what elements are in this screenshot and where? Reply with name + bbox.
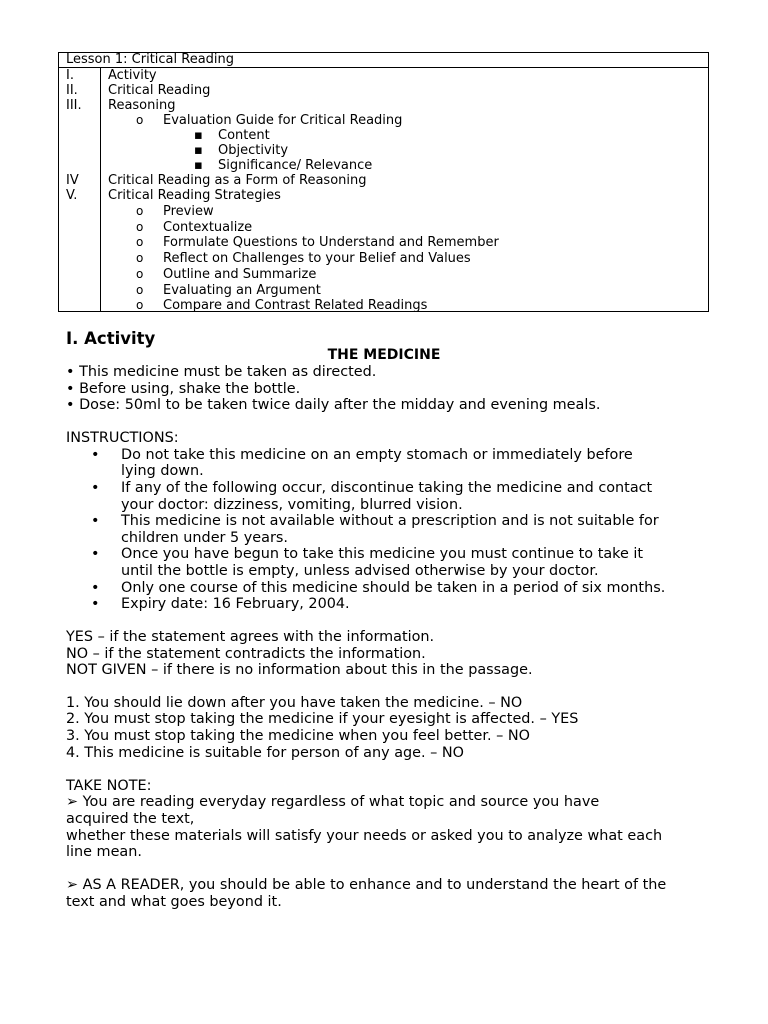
bullet-icon: •	[91, 513, 100, 529]
instruction-item: Do not take this medicine on an empty stomach or immediately before	[121, 447, 633, 463]
circle-bullet-icon: o	[136, 298, 144, 312]
note-line: ➢ You are reading everyday regardless of what topic and source you have	[66, 794, 600, 810]
numeral-3: III.	[66, 98, 82, 113]
square-bullet-icon: ▪	[194, 143, 203, 158]
outline-subitem: Compare and Contrast Related Readings	[163, 298, 428, 313]
square-bullet-icon: ▪	[194, 158, 203, 173]
take-note-label: TAKE NOTE:	[66, 778, 152, 794]
answer-line: 4. This medicine is suitable for person of any age. – NO	[66, 745, 465, 761]
legend-line: YES – if the statement agrees with the information.	[66, 629, 435, 645]
instruction-item: This medicine is not available without a prescription and is not suitable for	[121, 513, 659, 529]
outline-subitem: Reflect on Challenges to your Belief and Values	[163, 251, 471, 266]
note-line: whether these materials will satisfy your needs or asked you to analyze what each	[66, 828, 663, 844]
outline-item: Reasoning	[108, 98, 176, 113]
numeral-2: II.	[66, 83, 78, 98]
outline-subitem: Outline and Summarize	[163, 267, 317, 282]
circle-bullet-icon: o	[136, 267, 144, 281]
circle-bullet-icon: o	[136, 204, 144, 218]
intro-bullet: • Dose: 50ml to be taken twice daily after the midday and evening meals.	[66, 397, 601, 413]
legend-line: NO – if the statement contradicts the information.	[66, 646, 426, 662]
intro-bullet: • This medicine must be taken as directed.	[66, 364, 377, 380]
outline-header: Lesson 1: Critical Reading	[59, 53, 708, 68]
outline-subitem: Evaluation Guide for Critical Reading	[163, 113, 403, 128]
note-line: acquired the text,	[66, 811, 195, 827]
activity-title: THE MEDICINE	[327, 347, 441, 363]
circle-bullet-icon: o	[136, 235, 144, 249]
numeral-1: I.	[66, 68, 74, 83]
instruction-item: Expiry date: 16 February, 2004.	[121, 596, 350, 612]
circle-bullet-icon: o	[136, 251, 144, 265]
answer-line: 2. You must stop taking the medicine if your eyesight is affected. – YES	[66, 711, 579, 727]
instruction-item-continued: lying down.	[121, 463, 204, 479]
outline-subitem: Formulate Questions to Understand and Remember	[163, 235, 499, 250]
outline-numeral-column	[59, 68, 101, 311]
instruction-item-continued: children under 5 years.	[121, 530, 288, 546]
instruction-item: Only one course of this medicine should be taken in a period of six months.	[121, 580, 666, 596]
outline-subsubitem: Significance/ Relevance	[218, 158, 373, 173]
note-line: line mean.	[66, 844, 142, 860]
outline-subitem: Preview	[163, 204, 214, 219]
circle-bullet-icon: o	[136, 220, 144, 234]
intro-bullet: • Before using, shake the bottle.	[66, 381, 301, 397]
instruction-item: If any of the following occur, discontinue taking the medicine and contact	[121, 480, 653, 496]
instruction-item-continued: your doctor: dizziness, vomiting, blurred vision.	[121, 497, 463, 513]
legend-line: NOT GIVEN – if there is no information about this in the passage.	[66, 662, 533, 678]
outline-item: Activity	[108, 68, 157, 83]
bullet-icon: •	[91, 546, 100, 562]
outline-subitem: Evaluating an Argument	[163, 283, 321, 298]
note-line: ➢ AS A READER, you should be able to enhance and to understand the heart of the	[66, 877, 667, 893]
circle-bullet-icon: o	[136, 113, 144, 127]
answer-line: 1. You should lie down after you have taken the medicine. – NO	[66, 695, 523, 711]
instruction-item-continued: until the bottle is empty, unless advised otherwise by your doctor.	[121, 563, 599, 579]
circle-bullet-icon: o	[136, 283, 144, 297]
note-line: text and what goes beyond it.	[66, 894, 282, 910]
instructions-label: INSTRUCTIONS:	[66, 430, 179, 446]
bullet-icon: •	[91, 596, 100, 612]
bullet-icon: •	[91, 480, 100, 496]
outline-subitem: Contextualize	[163, 220, 253, 235]
outline-subsubitem: Content	[218, 128, 270, 143]
outline-item: Critical Reading	[108, 83, 211, 98]
outline-body	[59, 68, 708, 311]
answer-line: 3. You must stop taking the medicine when you feel better. – NO	[66, 728, 530, 744]
bullet-icon: •	[91, 447, 100, 463]
numeral-4: IV	[66, 173, 79, 188]
square-bullet-icon: ▪	[194, 128, 203, 143]
lesson-outline-table	[58, 52, 709, 312]
instruction-item: Once you have begun to take this medicine you must continue to take it	[121, 546, 644, 562]
numeral-5: V.	[66, 188, 78, 203]
outline-item: Critical Reading as a Form of Reasoning	[108, 173, 367, 188]
outline-subsubitem: Objectivity	[218, 143, 289, 158]
section-heading: I. Activity	[66, 329, 156, 348]
outline-item: Critical Reading Strategies	[108, 188, 281, 203]
bullet-icon: •	[91, 580, 100, 596]
